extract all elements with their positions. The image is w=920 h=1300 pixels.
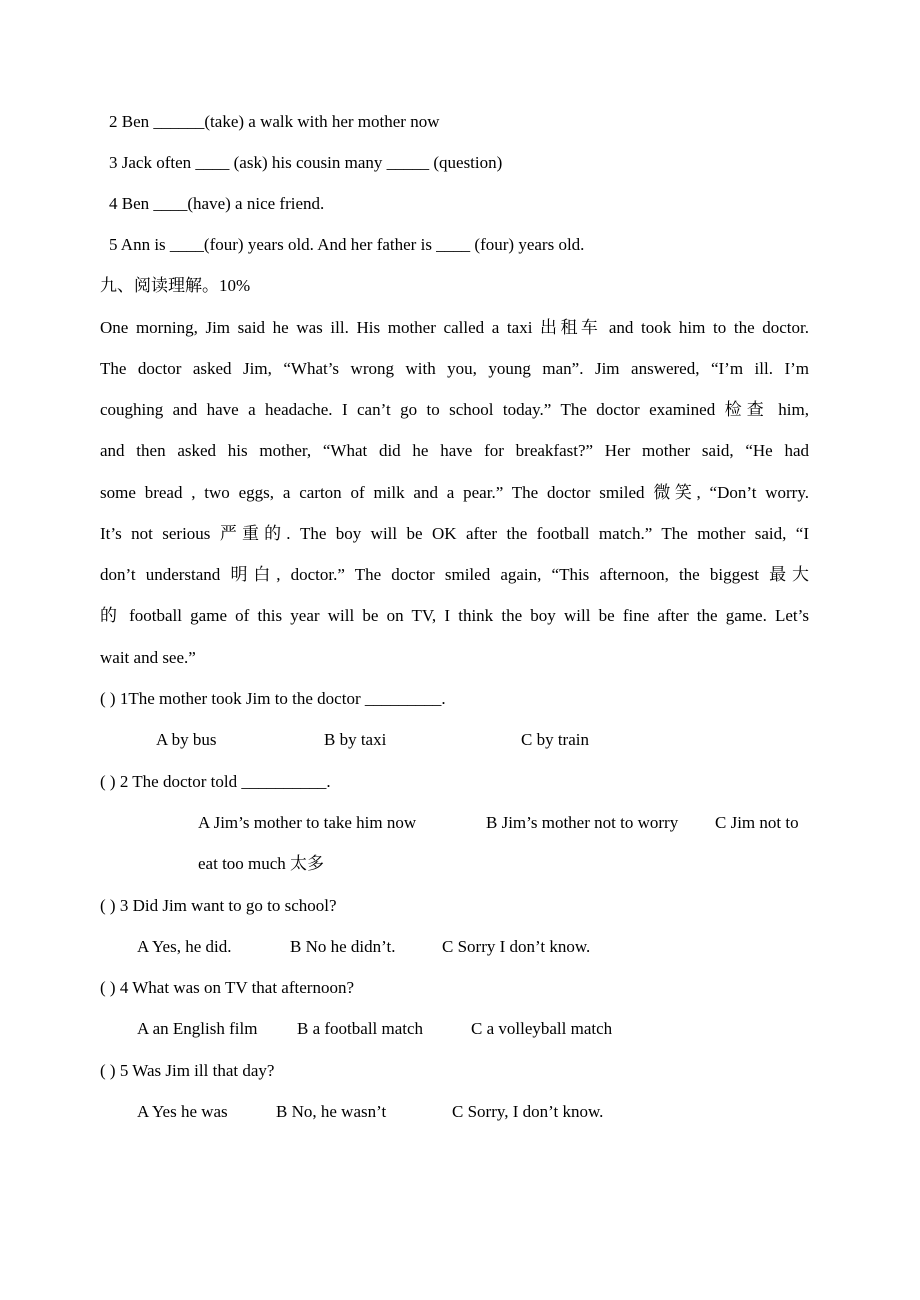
fill-in-item-3: 3 Jack often ____ (ask) his cousin many _____ (question) [109,153,503,172]
question-5-option-b: B No, he wasn’t [276,1102,387,1121]
question-2-option-b: B Jim’s mother not to worry [486,813,679,832]
question-4-option-c: C a volleyball match [471,1019,613,1038]
question-4-option-b: B a football match [297,1019,424,1038]
question-3-option-b: B No he didn’t. [290,937,396,956]
passage-line-8: 的 football game of this year will be on TV, I think the boy will be fine after the game. Let’s [100,606,809,625]
question-4-option-a: A an English film [137,1019,258,1038]
question-3-option-a: A Yes, he did. [137,937,232,956]
question-1-option-b: B by taxi [324,730,387,749]
passage-line-4: and then asked his mother, “What did he have for breakfast?” Her mother said, “He had [100,441,809,460]
question-3-option-c: C Sorry I don’t know. [442,937,591,956]
passage-line-6: It’s not serious 严重的. The boy will be OK after the football match.” The mother said, “I [100,524,809,543]
question-2-option-a: A Jim’s mother to take him now [198,813,417,832]
passage-line-7: don’t understand 明白, doctor.” The doctor smiled again, “This afternoon, the biggest 最大 [100,565,809,584]
passage-line-2: The doctor asked Jim, “What’s wrong with you, young man”. Jim answered, “I’m ill. I’m [100,359,809,378]
passage-line-1: One morning, Jim said he was ill. His mother called a taxi 出租车 and took him to the doctor. [100,318,809,337]
passage-line-5: some bread , two eggs, a carton of milk and a pear.” The doctor smiled 微笑, “Don’t worry. [100,483,809,502]
question-5-option-c: C Sorry, I don’t know. [452,1102,604,1121]
passage-line-3: coughing and have a headache. I can’t go to school today.” The doctor examined 检查 him, [100,400,809,419]
question-2-option-c: C Jim not to [715,813,799,832]
section-title: 九、阅读理解。10% [100,276,251,295]
fill-in-item-5: 5 Ann is ____(four) years old. And her father is ____ (four) years old. [109,235,585,254]
question-3-stem: ( ) 3 Did Jim want to go to school? [100,896,337,915]
passage-line-9: wait and see.” [100,648,196,667]
fill-in-item-4: 4 Ben ____(have) a nice friend. [109,194,325,213]
question-4-stem: ( ) 4 What was on TV that afternoon? [100,978,354,997]
question-5-stem: ( ) 5 Was Jim ill that day? [100,1061,275,1080]
question-2-stem: ( ) 2 The doctor told __________. [100,772,331,791]
question-1-option-a: A by bus [156,730,217,749]
fill-in-item-2: 2 Ben ______(take) a walk with her mother now [109,112,440,131]
question-5-option-a: A Yes he was [137,1102,228,1121]
question-1-stem: ( ) 1The mother took Jim to the doctor _________. [100,689,446,708]
question-1-option-c: C by train [521,730,589,749]
question-2-option-c-continued: eat too much 太多 [198,854,325,873]
